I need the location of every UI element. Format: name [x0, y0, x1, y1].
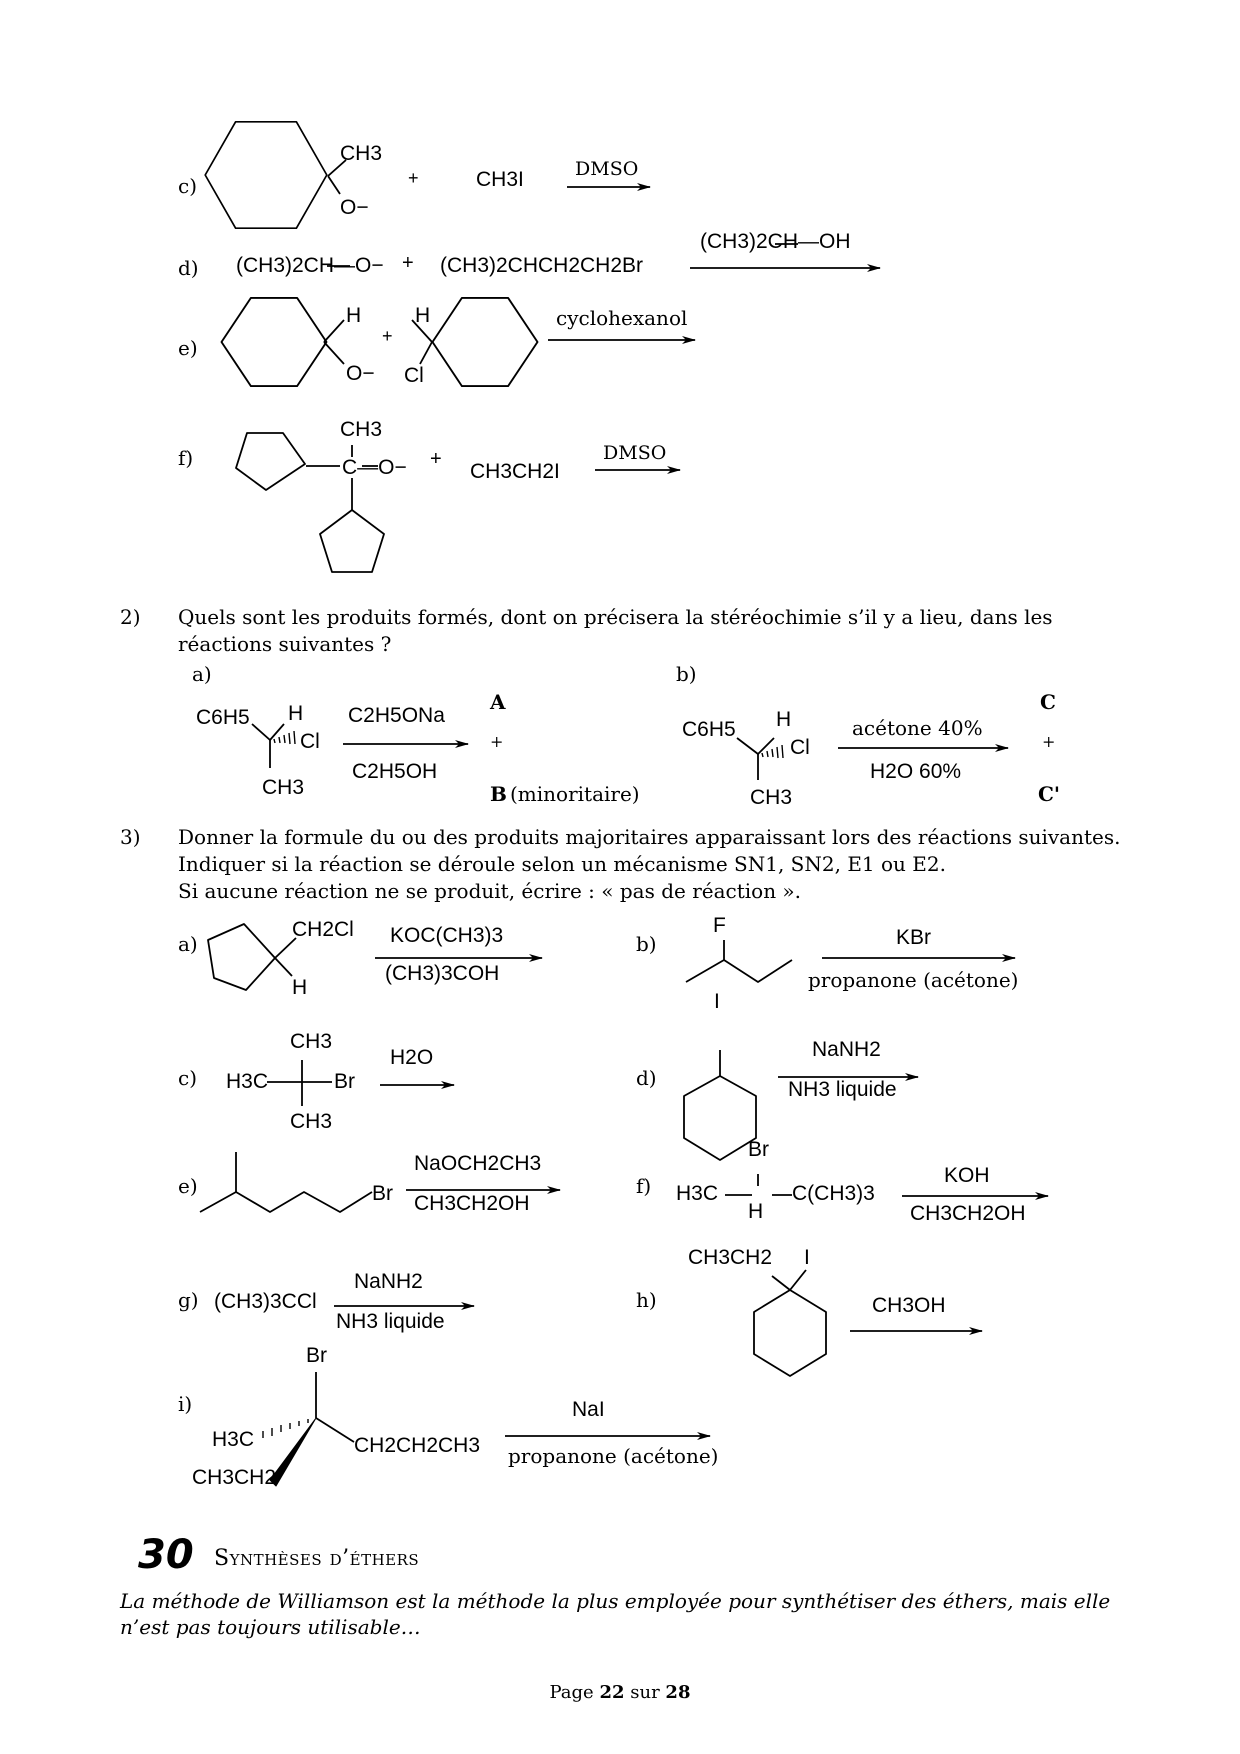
cyclohexane-3d — [684, 1076, 756, 1160]
methyl-left: H3C — [676, 1182, 719, 1205]
question-3-line-1: Donner la formule du ou des produits majoritaires apparaissant lors des réactions suivantes. — [178, 825, 1121, 849]
reagent-water: H2O — [390, 1046, 434, 1069]
methyl-group: CH3 — [750, 786, 793, 809]
chain-3b — [686, 960, 792, 982]
plus-sign: + — [408, 168, 419, 188]
phenyl-group: C6H5 — [682, 718, 736, 741]
atom-cl: Cl — [790, 736, 810, 759]
label-1e: e) — [178, 336, 198, 360]
cyclohexane-3h — [754, 1290, 826, 1376]
methyl-top: CH3 — [290, 1030, 333, 1053]
condition-dmso: DMSO — [603, 442, 667, 464]
solvent-ammonia: NH3 liquide — [336, 1310, 445, 1333]
solvent-ethanol: CH3CH2OH — [414, 1192, 530, 1215]
cyclohexane-ring — [205, 122, 327, 228]
tert-butyl: C(CH3)3 — [792, 1182, 875, 1205]
reagent-ch3i: CH3I — [476, 168, 524, 191]
plus-sign: + — [382, 326, 393, 346]
cyclopentane-3a — [208, 924, 275, 990]
atom-f: F — [713, 914, 726, 937]
chain-3e — [200, 1192, 372, 1212]
label-1c: c) — [178, 174, 198, 198]
atom-br: Br — [334, 1070, 355, 1093]
solvent-methanol: CH3OH — [872, 1294, 946, 1317]
solvent-ammonia: NH3 liquide — [788, 1078, 897, 1101]
question-3-line-3: Si aucune réaction ne se produit, écrire : « pas de réaction ». — [178, 879, 802, 903]
plus-sign: + — [1042, 732, 1056, 751]
product-b: B — [490, 782, 507, 806]
substituent-ch3: CH3 — [340, 142, 383, 165]
question-3-line-2: Indiquer si la réaction se déroule selon un mécanisme SN1, SN2, E1 ou E2. — [178, 852, 946, 876]
condition-cyclohexanol: cyclohexanol — [556, 306, 688, 330]
plus-sign: + — [490, 732, 504, 751]
reagent-sodium-iodide: NaI — [572, 1398, 605, 1421]
condition-isopropanol: (CH3)2CH—OH — [700, 230, 851, 253]
section-intro: La méthode de Williamson est la méthode la plus employée pour synthétiser des éthers, mais elle n’est pas toujours utilisable… — [120, 1589, 1111, 1639]
cyclopentane-ring-bottom — [320, 510, 384, 572]
cyclopentane-ring-left — [236, 433, 305, 490]
label-3g: g) — [178, 1288, 199, 1312]
atom-h: H — [415, 304, 431, 327]
cyclohexane-ring-right — [433, 298, 538, 386]
label-2b: b) — [676, 662, 697, 686]
condition-dmso: DMSO — [575, 158, 639, 180]
solvent-water: H2O 60% — [870, 760, 962, 783]
plus-sign: + — [430, 448, 442, 470]
solvent-tert-butanol: (CH3)3COH — [385, 962, 500, 985]
label-3f: f) — [636, 1174, 652, 1198]
ethyl-group: CH3CH2 — [688, 1246, 773, 1269]
reactant-alkoxide: (CH3)2CH—O− — [236, 254, 384, 277]
question-2-text: Quels sont les produits formés, dont on précisera la stéréochimie s’il y a lieu, dans les réactions suivantes ? — [178, 605, 1053, 656]
atom-h: H — [748, 1200, 764, 1223]
label-3c: c) — [178, 1066, 198, 1090]
reagent-potassium-tert-butoxide: KOC(CH3)3 — [390, 924, 504, 947]
atom-h: H — [292, 976, 308, 999]
solvent-acetone: propanone (acétone) — [508, 1444, 719, 1468]
atom-h: H — [776, 708, 792, 731]
methyl-bottom: CH3 — [290, 1110, 333, 1133]
solvent-ethanol: CH3CH2OH — [910, 1202, 1026, 1225]
atom-br: Br — [372, 1182, 393, 1205]
footer-middle: sur — [630, 1682, 660, 1703]
plus-sign: + — [402, 252, 414, 274]
footer-total-pages: 28 — [665, 1682, 691, 1703]
product-c-prime: C' — [1038, 782, 1061, 806]
label-3e: e) — [178, 1174, 198, 1198]
methyl-group: CH3 — [262, 776, 305, 799]
footer-prefix: Page — [549, 1682, 594, 1703]
reagent-sodium-amide: NaNH2 — [354, 1270, 423, 1293]
section-title: Synthèses d’éthers — [214, 1546, 420, 1571]
label-1f: f) — [178, 446, 194, 470]
question-3-number: 3) — [120, 825, 141, 849]
question-2-number: 2) — [120, 605, 141, 629]
alkoxide-o: O− — [340, 196, 369, 219]
reagent-kbr: KBr — [896, 926, 932, 949]
reagent-sodium-ethoxide: C2H5ONa — [348, 704, 445, 727]
substituent-ch3: CH3 — [340, 418, 383, 441]
reagent-koh: KOH — [944, 1164, 990, 1187]
substituent-chloromethyl: CH2Cl — [292, 918, 354, 941]
cyclohexane-ring-left — [221, 298, 326, 386]
footer-page-number: 22 — [599, 1682, 625, 1703]
solvent-ethanol: C2H5OH — [352, 760, 438, 783]
product-c: C — [1040, 690, 1056, 714]
section-number: 30 — [138, 1532, 194, 1578]
methyl-hashed: H3C — [212, 1428, 255, 1451]
label-2a: a) — [192, 662, 212, 686]
reagent-sodium-ethoxide: NaOCH2CH3 — [414, 1152, 542, 1175]
atom-cl: Cl — [404, 364, 424, 387]
product-a: A — [490, 690, 506, 714]
label-3h: h) — [636, 1288, 657, 1312]
reagent-ethyl-iodide: CH3CH2I — [470, 460, 560, 483]
label-3b: b) — [636, 932, 657, 956]
atom-i: I — [804, 1246, 810, 1269]
alkoxide-o: O− — [346, 362, 375, 385]
atom-i: I — [714, 990, 720, 1013]
atom-h: H — [288, 702, 304, 725]
solvent-acetone: propanone (acétone) — [808, 968, 1019, 992]
reagent-sodium-amide: NaNH2 — [812, 1038, 881, 1061]
atom-cl: Cl — [300, 730, 320, 753]
solvent-acetone: acétone 40% — [852, 716, 983, 740]
reactant-alkyl-bromide: (CH3)2CHCH2CH2Br — [440, 254, 644, 277]
methyl-left: H3C — [226, 1070, 269, 1093]
atom-br: Br — [748, 1138, 769, 1161]
atom-h: H — [346, 304, 362, 327]
carbinol-center: C—O− — [342, 456, 407, 479]
reactant-tert-butyl-chloride: (CH3)3CCl — [214, 1290, 317, 1313]
label-3a: a) — [178, 932, 198, 956]
propyl-group: CH2CH2CH3 — [354, 1434, 481, 1457]
atom-br: Br — [306, 1344, 327, 1367]
label-3i: i) — [178, 1392, 193, 1416]
phenyl-group: C6H5 — [196, 706, 250, 729]
product-b-note: (minoritaire) — [510, 782, 640, 806]
label-1d: d) — [178, 256, 199, 280]
page-footer — [0, 1682, 1240, 1703]
label-3d: d) — [636, 1066, 657, 1090]
wedge-bond — [270, 1418, 316, 1486]
ethyl-wedge: CH3CH2 — [192, 1466, 277, 1489]
